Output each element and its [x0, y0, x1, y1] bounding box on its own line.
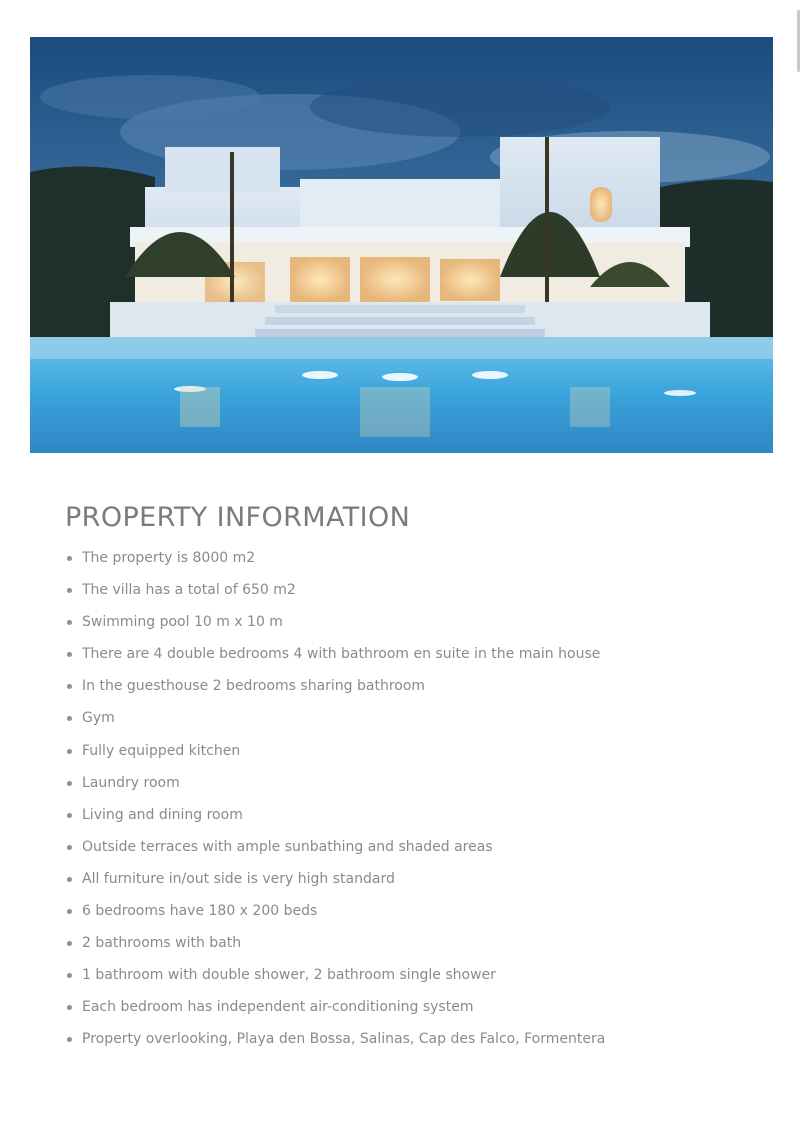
- bullet-icon: [67, 909, 72, 914]
- list-item: [65, 735, 765, 767]
- list-item: [65, 863, 765, 895]
- bullet-icon: [67, 781, 72, 786]
- bullet-icon: [67, 716, 72, 721]
- list-item: [65, 927, 765, 959]
- bullet-icon: [67, 973, 72, 978]
- list-item-text: The villa has a total of 650 m2: [82, 582, 296, 599]
- bullet-icon: [67, 813, 72, 818]
- list-item: [65, 606, 765, 638]
- list-item: [65, 799, 765, 831]
- list-item: [65, 542, 765, 574]
- bullet-icon: [67, 652, 72, 657]
- list-item-text: Each bedroom has independent air-conditioning system: [82, 999, 474, 1016]
- list-item: [65, 895, 765, 927]
- bullet-icon: [67, 556, 72, 561]
- bullet-icon: [67, 845, 72, 850]
- villa-photo: [30, 37, 773, 453]
- list-item-text: 1 bathroom with double shower, 2 bathroom single shower: [82, 967, 496, 984]
- bullet-icon: [67, 749, 72, 754]
- list-item: [65, 574, 765, 606]
- bullet-icon: [67, 620, 72, 625]
- list-item: [65, 702, 765, 734]
- bullet-icon: [67, 588, 72, 593]
- list-item: [65, 1023, 765, 1055]
- list-item-text: 6 bedrooms have 180 x 200 beds: [82, 903, 318, 920]
- list-item-text: The property is 8000 m2: [82, 550, 256, 566]
- list-item: [65, 767, 765, 799]
- list-item: [65, 959, 765, 991]
- list-item: [65, 638, 765, 670]
- list-item-text: Property overlooking, Playa den Bossa, Salinas, Cap des Falco, Formentera: [82, 1031, 606, 1048]
- bullet-icon: [67, 877, 72, 882]
- bullet-icon: [67, 1037, 72, 1042]
- list-item-text: Outside terraces with ample sunbathing and shaded areas: [82, 838, 493, 855]
- feature-list: [65, 542, 765, 1056]
- property-information-section: [65, 500, 765, 1056]
- list-item: [65, 670, 765, 702]
- list-item-text: Fully equipped kitchen: [82, 742, 241, 759]
- section-title: PROPERTY INFORMATION: [65, 502, 411, 533]
- bullet-icon: [67, 684, 72, 689]
- bullet-icon: [67, 941, 72, 946]
- list-item-text: 2 bathrooms with bath: [82, 935, 242, 952]
- list-item-text: Gym: [82, 710, 115, 727]
- list-item: [65, 831, 765, 863]
- list-item-text: Laundry room: [82, 774, 180, 791]
- list-item-text: All furniture in/out side is very high standard: [82, 870, 395, 887]
- list-item-text: Living and dining room: [82, 806, 243, 823]
- list-item-text: There are 4 double bedrooms 4 with bathroom en suite in the main house: [82, 646, 601, 663]
- bullet-icon: [67, 1005, 72, 1010]
- list-item-text: Swimming pool 10 m x 10 m: [82, 614, 283, 631]
- list-item-text: In the guesthouse 2 bedrooms sharing bathroom: [82, 678, 426, 695]
- list-item: [65, 991, 765, 1023]
